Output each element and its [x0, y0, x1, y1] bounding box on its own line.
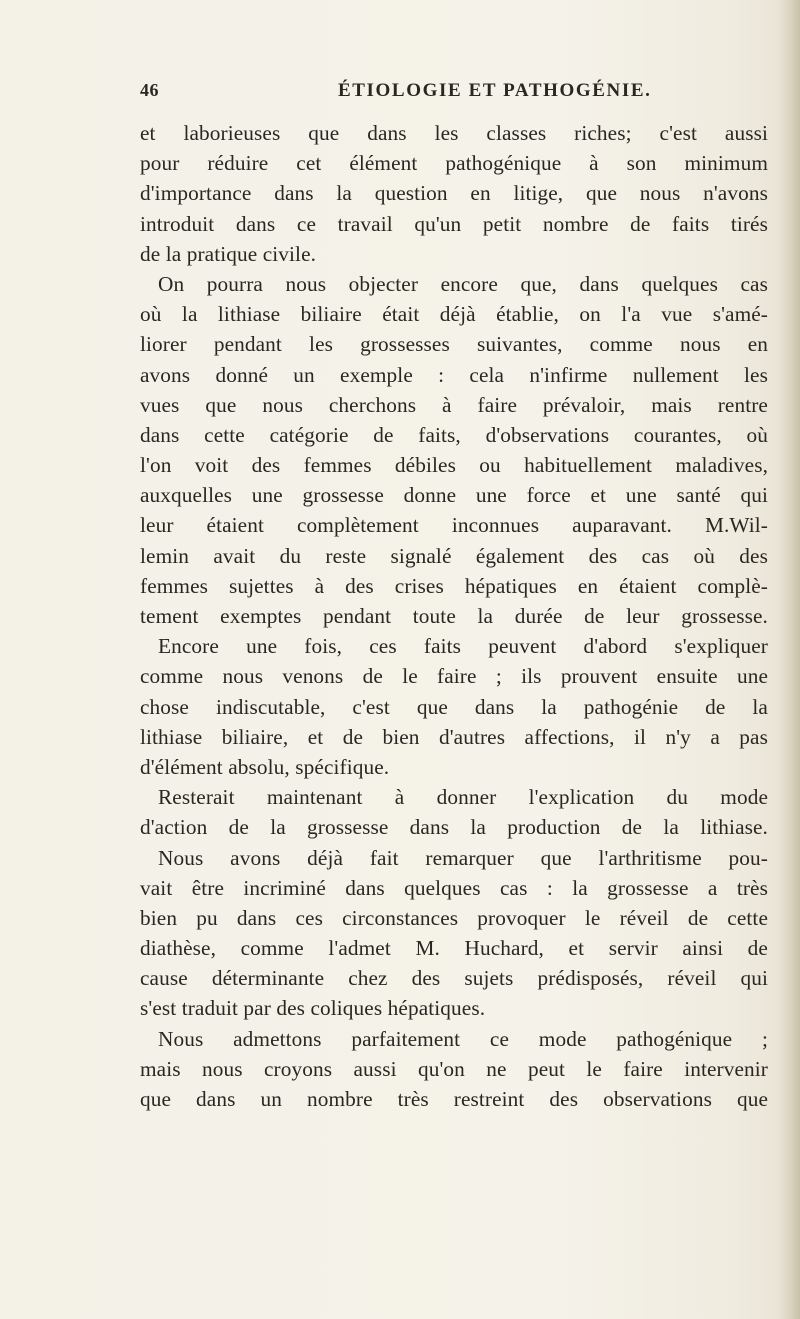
- text-line: On pourra nous objecter encore que, dans quelques cas: [158, 271, 768, 296]
- text-line: lemin avait du reste signalé également des cas où des: [140, 543, 768, 568]
- text-line: Nous avons déjà fait remarquer que l'arthritisme pou-: [158, 845, 768, 870]
- text-line: auxquelles une grossesse donne une force et une santé qui: [140, 483, 768, 508]
- text-line: comme nous venons de le faire ; ils prouvent ensuite une: [140, 664, 768, 689]
- text-line: d'élément absolu, spécifique.: [140, 754, 390, 779]
- text-line: de la pratique civile.: [140, 241, 317, 266]
- text-line: Resterait maintenant à donner l'explication du mode: [158, 785, 768, 810]
- text-line: Nous admettons parfaitement ce mode pathogénique ;: [158, 1026, 768, 1051]
- text-line: l'on voit des femmes débiles ou habituellement maladives,: [140, 453, 768, 478]
- text-line: lithiase biliaire, et de bien d'autres affections, il n'y a pas: [140, 724, 768, 749]
- text-line: et laborieuses que dans les classes riches; c'est aussi: [140, 121, 768, 145]
- text-line: tement exemptes pendant toute la durée de leur grossesse.: [140, 604, 768, 628]
- text-line: chose indiscutable, c'est que dans la pathogénie de la: [140, 694, 768, 719]
- text-line: vait être incriminé dans quelques cas : la grossesse a très: [140, 875, 768, 900]
- text-line: cause déterminante chez des sujets prédisposés, réveil qui: [140, 966, 768, 991]
- text-line: femmes sujettes à des crises hépatiques en étaient complè-: [140, 573, 768, 598]
- text-line: diathèse, comme l'admet M. Huchard, et servir ainsi de: [140, 936, 768, 961]
- page-number: 46: [140, 80, 159, 100]
- text-line: avons donné un exemple : cela n'infirme nullement les: [140, 362, 768, 387]
- text-line: d'action de la grossesse dans la production de la lithiase.: [140, 815, 768, 840]
- text-line: que dans un nombre très restreint des observations que: [140, 1087, 768, 1111]
- text-line: mais nous croyons aussi qu'on ne peut le faire intervenir: [140, 1056, 768, 1081]
- text-line: pour réduire cet élément pathogénique à son minimum: [140, 151, 768, 176]
- running-head: [140, 80, 770, 110]
- text-line: où la lithiase biliaire était déjà établie, on l'a vue s'amé-: [140, 302, 768, 327]
- section-title: ÉTIOLOGIE ET PATHOGÉNIE.: [338, 80, 652, 101]
- text-line: s'est traduit par des coliques hépatiques.: [140, 996, 486, 1021]
- text-line: Encore une fois, ces faits peuvent d'abord s'expliquer: [158, 634, 768, 659]
- text-line: liorer pendant les grossesses suivantes, comme nous en: [140, 332, 768, 357]
- text-line: vues que nous cherchons à faire prévaloir, mais rentre: [140, 392, 768, 417]
- page-edge-shadow: [778, 0, 800, 1319]
- text-line: bien pu dans ces circonstances provoquer le réveil de cette: [140, 905, 768, 930]
- text-line: introduit dans ce travail qu'un petit nombre de faits tirés: [140, 211, 768, 236]
- text-line: dans cette catégorie de faits, d'observations courantes, où: [140, 422, 768, 447]
- text-line: d'importance dans la question en litige, que nous n'avons: [140, 181, 768, 206]
- text-line: leur étaient complètement inconnues auparavant. M.Wil-: [140, 513, 768, 538]
- body-text: [140, 118, 768, 1114]
